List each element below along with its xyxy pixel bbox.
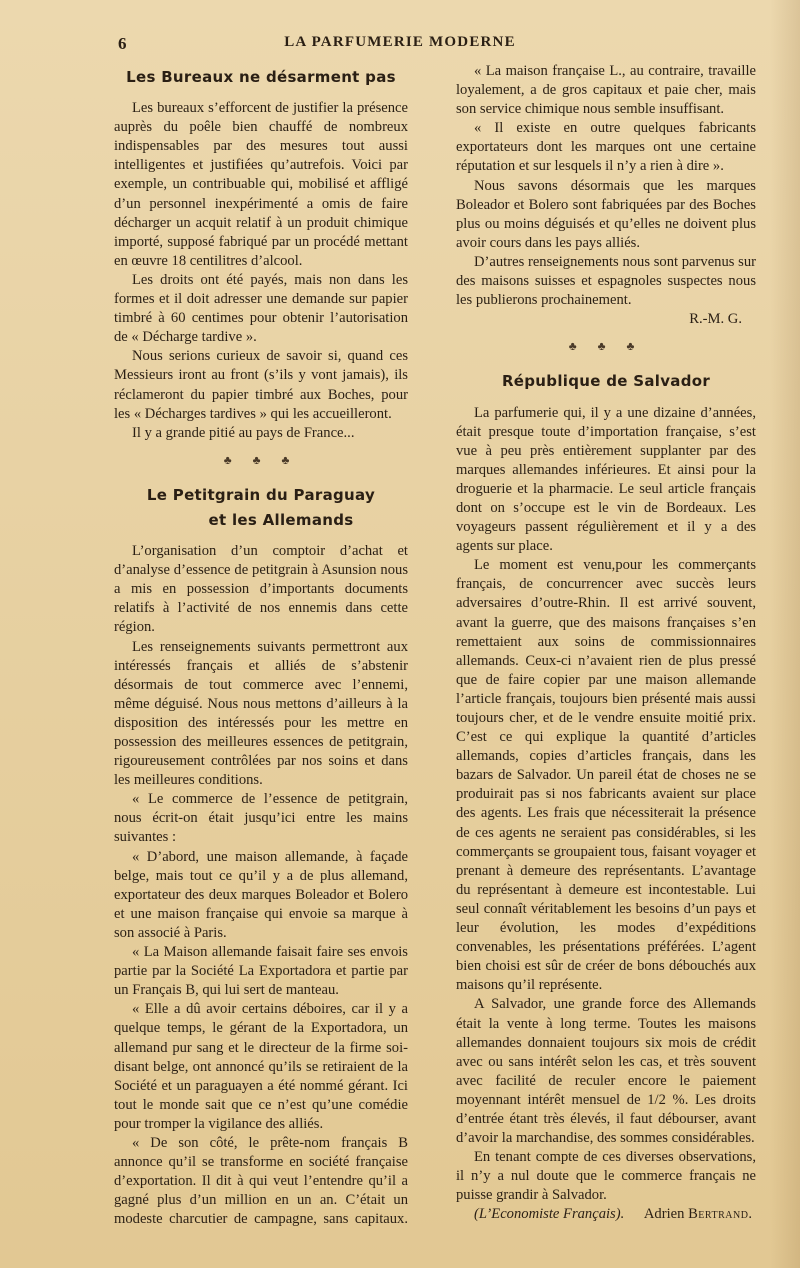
article-author <box>644 1206 753 1222</box>
author-last-name: Bertrand. <box>688 1206 753 1223</box>
running-title: LA PARFUMERIE MODERNE <box>284 34 516 50</box>
page-edge-stain <box>770 0 800 1268</box>
article-source-line <box>456 1205 756 1224</box>
article-paragraph: « La Maison allemande faisait faire ses envois partie par la Société La Exportadora et partie par un Français B, qui lui sert de manteau. <box>114 944 408 999</box>
author-first-name: Adrien <box>643 1206 685 1223</box>
article-paragraph: Les bureaux s’efforcent de justifier la présence auprès du poêle bien chauffé de nombreux indispensables par des mesures tout aussi intelligentes et justifiées qu’autrefois. Voici par exemple, un contribuable qui, mobilisé et affligé d’un personnel inexpérimenté a omis de faire décharger un acquit relatif à un produit chimique importé, supposé fabriqué par un procédé mettant en œuvre 18 centilitres d’alcool. <box>114 100 408 269</box>
article-heading-petitgrain <box>114 486 408 530</box>
article-paragraph: Les renseignements suivants permettront aux intéressés français et alliés de s’abstenir désormais de tout commerce avec l’ennemi, même déguisé. Nous nous mettons d’ailleurs à la disposition des intéressés pour les mettre en possession des meilleures essences de petitgrain, rigoureusement contrôlées par nos soins et dans les meilleures conditions. <box>114 638 408 789</box>
article-paragraph: « Il existe en outre quelques fabricants exportateurs dont les marques ont une certaine réputation et sur lesquels il n’y a rien à dire ». <box>456 120 756 175</box>
article-signature: R.-M. G. <box>689 311 742 328</box>
article-paragraph: D’autres renseignements nous sont parvenus sur des maisons suisses et espagnoles suspectes nous les publierons prochainement. <box>456 253 756 309</box>
article-paragraph: Nous savons désormais que les marques Boleador et Bolero sont fabriquées par des Boches plus ou moins déguisés et qu’elles ne doivent plus avoir cours dans les pays alliés. <box>456 177 756 251</box>
page-number: 6 <box>118 34 127 53</box>
article-paragraph: En tenant compte de ces diverses observations, il n’y a nul doute que le commerce français ne puisse grandir à Salvador. <box>456 1149 756 1204</box>
article-paragraph: « La maison française L., au contraire, travaille loyalement, a de gros capitaux et paie cher, mais son service chimique nous semble insuffisant. <box>456 63 756 118</box>
article-paragraph: Le moment est venu,pour les commerçants français, de concurrencer avec succès leurs adversaires d’outre-Rhin. Il est arrivé souvent, avant la guerre, que des maisons françaises s’en remettaient aux soins de commissionnaires allemands. Ceux-ci n’avaient rien de plus pressé que de faire copier par une maison allemande l’article français, toujours bien présenté mais aussi toujours cher, et de le vendre ensuite moitié prix. C’est ce qui explique la quantité d’articles allemands, copies d’articles français, dans les bazars de Salvador. Un pareil état de choses ne se produirait pas si nos fabricants avaient sur place des agents. Les frais que nécessiterait la présence de ces agents ne seraient pas considérables, si les commerçants se groupaient tous, faisant voyager et prenant à demeure des représentants. L’avantage du représentant à demeure est incontestable. Lui seul connaît véritablement les besoins d’un pays et leur évolution, les modes d’expéditions convenables, les présentations préférées. L’agent bien choisi est sûr de créer de bons débouchés aux maisons qu’il représente. <box>456 557 756 994</box>
article-paragraph: « Elle a dû avoir certains déboires, car il y a quelque temps, le gérant de la Exportadora, un allemand pur sang et le directeur de la firme soi-disant belge, ont annoncé qu’ils se retiraient de la Société et un paraguayen a été nommé gérant. Ici tout le monde sait que ce n’est qu’une comédie pour tromper la vigilance des alliés. <box>114 1001 408 1132</box>
page-header <box>0 30 800 54</box>
article-paragraph: « Le commerce de l’essence de petitgrain, nous écrit-on était jusqu’ici entre les mains suivantes : <box>114 791 408 846</box>
article-paragraph: La parfumerie qui, il y a une dizaine d’années, était presque toute d’importation française, s’est vue à peu près entièrement supplanter par des marques allemandes inférieures. Et ainsi pour la droguerie et la pharmacie. Le seul article français dont on s’occupe est le vin de Bordeaux. Les voyageurs passent régulièrement et il y a des agents sur place. <box>456 404 756 555</box>
article-paragraph: L’organisation d’un comptoir d’achat et d’analyse d’essence de petitgrain à Asunsion nous a mis en possession d’importants documents relatifs à l’activité de nos ennemis dans cette région. <box>114 543 408 636</box>
article-paragraph: « D’abord, une maison allemande, à façade belge, mais tout ce qu’il y a de plus allemand, exportateur des deux marques Boleador et Bolero et une maison française qui envoie sa marque à son associé à Paris. <box>114 848 408 941</box>
right-column <box>456 62 756 1225</box>
article-heading-bureaux: Les Bureaux ne désarment pas <box>126 68 396 86</box>
article-source: (L’Economiste Français). <box>474 1206 625 1223</box>
article-heading-salvador: République de Salvador <box>501 372 711 391</box>
article-paragraph: Il y a grande pitié au pays de France... <box>132 424 355 441</box>
heading-line-2: et les Allemands <box>208 510 354 529</box>
section-ornament: ♣ ♣ ♣ <box>568 339 644 354</box>
section-ornament: ♣ ♣ ♣ <box>223 452 299 467</box>
heading-line-1: Le Petitgrain du Paraguay <box>146 485 376 504</box>
article-paragraph: « De son côté, le prête-nom français B annonce qu’il se transforme en société française d’exportation. Il dit à qui veut l’entendre qu’il a gagné plus d’un million en un an. C’était un modeste charcutier de campagne, sans capitaux. <box>114 1134 408 1228</box>
article-paragraph: A Salvador, une grande force des Allemands était la vente à long terme. Toutes les maisons allemandes donnaient toujours six mois de crédit avec ou sans intérêt selon les cas, et très souvent avec facilité de reculer encore le paiement moyennant intérêt mensuel de 1/2 %. Les droits d’entrée étant très élevés, il faut débourser, avant d’avoir la marchandise, des sommes considérables. <box>456 996 756 1147</box>
article-paragraph: Les droits ont été payés, mais non dans les formes et il doit adresser une demande sur papier timbré à 60 centimes pour obtenir l’autorisation de « Décharge tardive ». <box>114 271 408 346</box>
article-paragraph: Nous serions curieux de savoir si, quand ces Messieurs iront au front (s’ils y vont jamais), ils réclameront du papier timbré aux Boches, pour les « Décharges tardives » qui les accueilleront. <box>114 348 408 422</box>
left-column <box>114 62 408 1229</box>
